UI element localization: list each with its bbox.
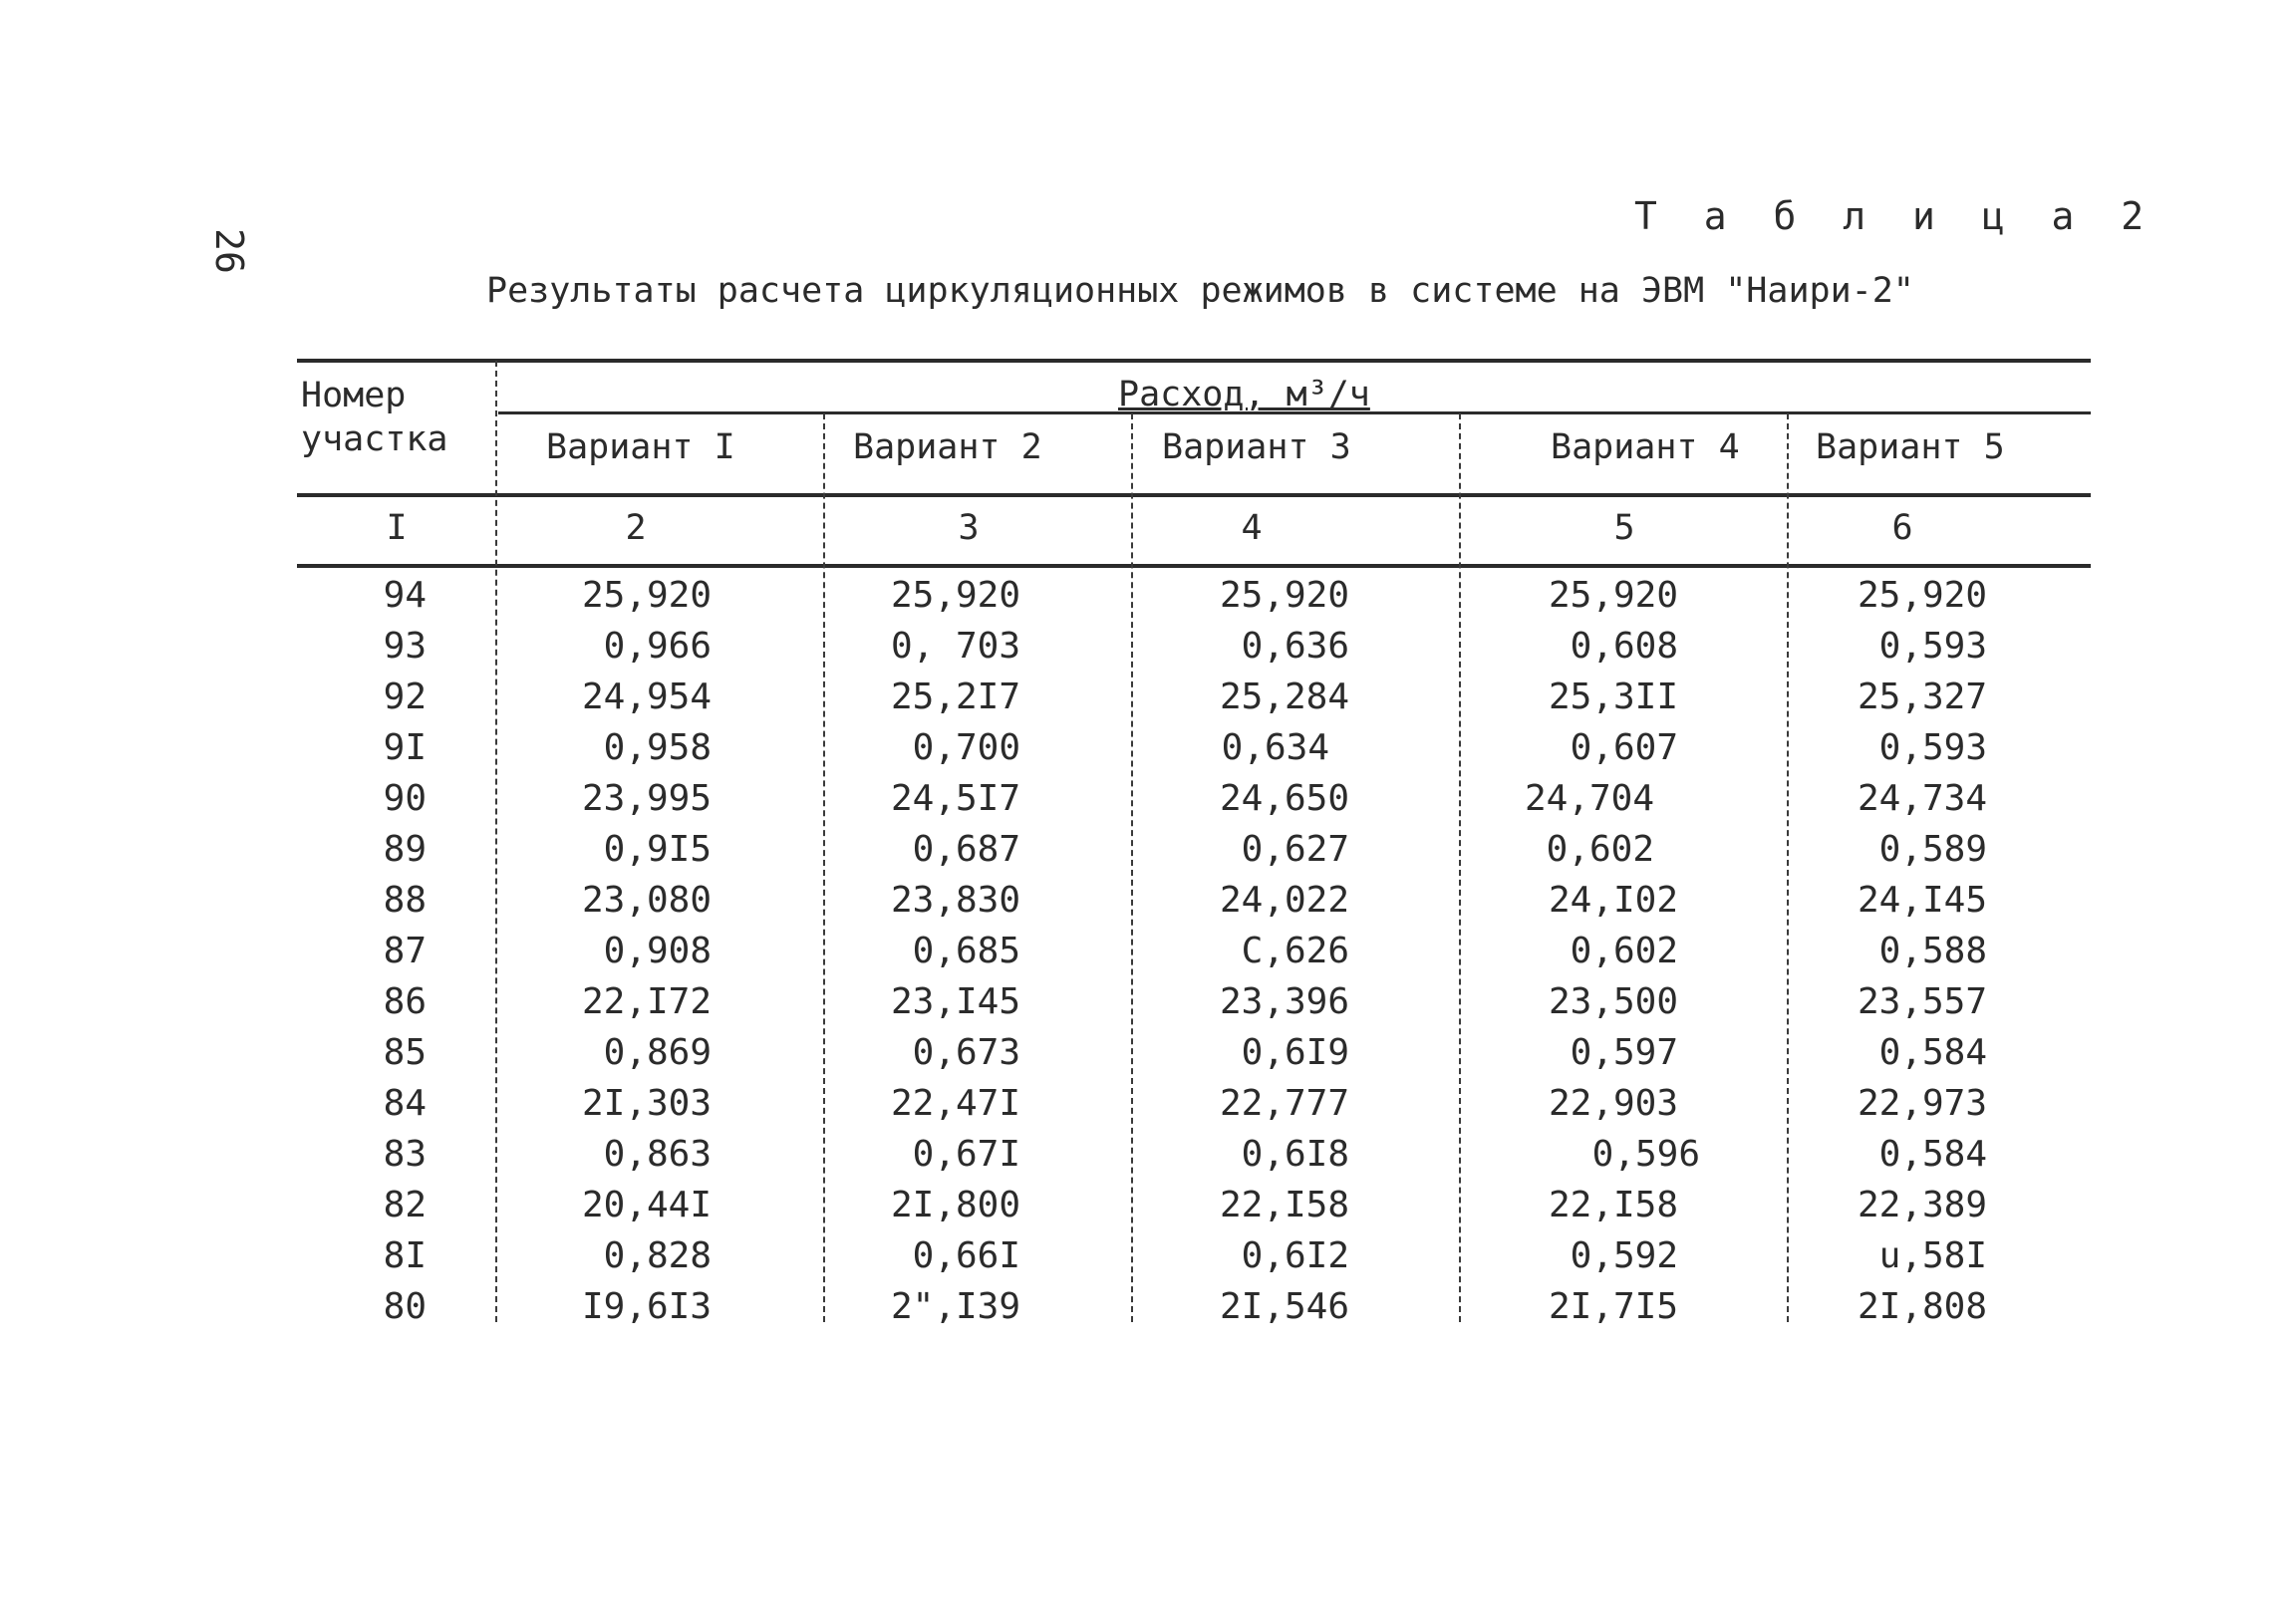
variant-3-cell: 24,022 <box>1219 880 1349 921</box>
table-row <box>0 1281 2296 1332</box>
section-number-cell: 89 <box>383 829 427 870</box>
table-row <box>0 722 2296 773</box>
variant-4-cell: 0,592 <box>1570 1235 1678 1276</box>
variant-1-cell: 23,080 <box>581 880 712 921</box>
variant-1-cell: 0,908 <box>603 931 712 971</box>
table-row <box>0 1078 2296 1129</box>
section-number-cell: 83 <box>383 1134 427 1175</box>
variant-5-header: Вариант 5 <box>1816 427 2005 467</box>
page-number: 26 <box>207 228 251 274</box>
variant-4-cell: 0,602 <box>1570 931 1678 971</box>
section-number-cell: 86 <box>383 981 427 1022</box>
table-row <box>0 1027 2296 1078</box>
variant-5-cell: 25,920 <box>1857 575 1987 616</box>
variant-1-cell: 0,966 <box>603 626 712 667</box>
variant-4-header: Вариант 4 <box>1551 427 1740 467</box>
section-column-header: Номер участка <box>301 376 448 459</box>
variant-5-cell: 0,588 <box>1878 931 1987 971</box>
column-numbers-rule <box>297 564 2091 568</box>
variant-5-cell: 24,734 <box>1857 778 1987 819</box>
variant-2-header: Вариант 2 <box>853 427 1042 467</box>
variant-4-cell: 22,903 <box>1548 1083 1678 1124</box>
column-number: 3 <box>958 508 980 548</box>
column-number: I <box>386 508 408 548</box>
variant-2-cell: 0,67I <box>912 1134 1020 1175</box>
variant-1-cell: I9,6I3 <box>581 1286 712 1327</box>
header-bottom-rule <box>297 493 2091 497</box>
variant-4-cell: 0,608 <box>1570 626 1678 667</box>
variant-5-cell: 2I,808 <box>1857 1286 1987 1327</box>
table-row <box>0 1230 2296 1281</box>
flow-group-header: Расход, м³/ч <box>1118 375 1370 414</box>
variant-2-cell: 0,687 <box>912 829 1020 870</box>
table-top-rule <box>297 359 2091 363</box>
section-number-cell: 80 <box>383 1286 427 1327</box>
variant-5-cell: 0,584 <box>1878 1134 1987 1175</box>
table-row <box>0 926 2296 976</box>
variant-5-cell: u,58I <box>1878 1235 1987 1276</box>
table-caption: Результаты расчета циркуляционных режимов в системе на ЭВМ "Наири-2" <box>486 271 1914 311</box>
section-number-cell: 87 <box>383 931 427 971</box>
variant-4-cell: 22,I58 <box>1548 1185 1678 1225</box>
variant-4-cell: 23,500 <box>1548 981 1678 1022</box>
variant-3-cell: 0,627 <box>1241 829 1349 870</box>
variant-1-cell: 2I,303 <box>581 1083 712 1124</box>
section-number-cell: 93 <box>383 626 427 667</box>
section-number-cell: 8I <box>383 1235 427 1276</box>
variant-2-cell: 2I,800 <box>890 1185 1020 1225</box>
variant-1-cell: 0,863 <box>603 1134 712 1175</box>
variant-4-cell: 0,607 <box>1570 727 1678 768</box>
variant-3-cell: 0,6I2 <box>1241 1235 1349 1276</box>
section-number-cell: 85 <box>383 1032 427 1073</box>
variant-2-cell: 0,685 <box>912 931 1020 971</box>
variant-1-cell: 0,9I5 <box>603 829 712 870</box>
variant-2-cell: 0,66I <box>912 1235 1020 1276</box>
variant-5-cell: 22,389 <box>1857 1185 1987 1225</box>
table-row <box>0 621 2296 672</box>
variant-1-cell: 22,I72 <box>581 981 712 1022</box>
variant-1-cell: 0,869 <box>603 1032 712 1073</box>
variant-4-cell: 25,920 <box>1548 575 1678 616</box>
variant-5-cell: 24,I45 <box>1857 880 1987 921</box>
variant-1-cell: 20,44I <box>581 1185 712 1225</box>
variant-2-cell: 25,2I7 <box>890 677 1020 717</box>
variant-5-cell: 22,973 <box>1857 1083 1987 1124</box>
variant-3-cell: 22,I58 <box>1219 1185 1349 1225</box>
variant-3-cell: 22,777 <box>1219 1083 1349 1124</box>
variant-1-cell: 23,995 <box>581 778 712 819</box>
variant-3-cell: 24,650 <box>1219 778 1349 819</box>
section-number-cell: 94 <box>383 575 427 616</box>
variant-3-cell: 23,396 <box>1219 981 1349 1022</box>
variant-2-cell: 2",I39 <box>890 1286 1020 1327</box>
table-row <box>0 875 2296 926</box>
section-number-cell: 92 <box>383 677 427 717</box>
variant-3-header: Вариант 3 <box>1162 427 1351 467</box>
variant-3-cell: 0,6I9 <box>1241 1032 1349 1073</box>
section-number-cell: 9I <box>383 727 427 768</box>
variant-4-cell: 24,704 <box>1524 778 1654 819</box>
variant-1-cell: 0,828 <box>603 1235 712 1276</box>
table-row <box>0 1180 2296 1230</box>
variant-2-cell: 25,920 <box>890 575 1020 616</box>
variant-4-cell: 0,602 <box>1546 829 1654 870</box>
section-number-cell: 90 <box>383 778 427 819</box>
table-row <box>0 1129 2296 1180</box>
variant-4-cell: 24,I02 <box>1548 880 1678 921</box>
section-number-cell: 88 <box>383 880 427 921</box>
section-number-cell: 84 <box>383 1083 427 1124</box>
variant-5-cell: 0,593 <box>1878 727 1987 768</box>
section-number-cell: 82 <box>383 1185 427 1225</box>
variant-2-cell: 0, 703 <box>890 626 1020 667</box>
table-row <box>0 672 2296 722</box>
variant-5-cell: 23,557 <box>1857 981 1987 1022</box>
variant-2-cell: 23,830 <box>890 880 1020 921</box>
variant-2-cell: 0,673 <box>912 1032 1020 1073</box>
column-number: 4 <box>1241 508 1263 548</box>
variant-3-cell: 0,636 <box>1241 626 1349 667</box>
table-row <box>0 773 2296 824</box>
variant-1-cell: 0,958 <box>603 727 712 768</box>
variant-2-cell: 24,5I7 <box>890 778 1020 819</box>
column-number: 5 <box>1613 508 1635 548</box>
table-row <box>0 824 2296 875</box>
variant-4-cell: 0,596 <box>1591 1134 1700 1175</box>
variant-5-cell: 0,589 <box>1878 829 1987 870</box>
variant-3-cell: 25,284 <box>1219 677 1349 717</box>
variant-3-cell: 0,6I8 <box>1241 1134 1349 1175</box>
variant-4-cell: 25,3II <box>1548 677 1678 717</box>
variant-4-cell: 0,597 <box>1570 1032 1678 1073</box>
variant-5-cell: 0,593 <box>1878 626 1987 667</box>
variant-1-header: Вариант I <box>546 427 735 467</box>
column-number: 6 <box>1891 508 1913 548</box>
variant-3-cell: 0,634 <box>1221 727 1329 768</box>
variant-4-cell: 2I,7I5 <box>1548 1286 1678 1327</box>
variant-5-cell: 25,327 <box>1857 677 1987 717</box>
table-label: Т а б л и ц а 2 <box>1634 194 2156 238</box>
variant-1-cell: 25,920 <box>581 575 712 616</box>
column-number: 2 <box>625 508 647 548</box>
variant-3-cell: 25,920 <box>1219 575 1349 616</box>
variant-3-cell: C,626 <box>1241 931 1349 971</box>
table-row <box>0 976 2296 1027</box>
variant-2-cell: 0,700 <box>912 727 1020 768</box>
variant-2-cell: 22,47I <box>890 1083 1020 1124</box>
table-row <box>0 570 2296 621</box>
variant-5-cell: 0,584 <box>1878 1032 1987 1073</box>
variant-2-cell: 23,I45 <box>890 981 1020 1022</box>
variant-3-cell: 2I,546 <box>1219 1286 1349 1327</box>
variant-1-cell: 24,954 <box>581 677 712 717</box>
